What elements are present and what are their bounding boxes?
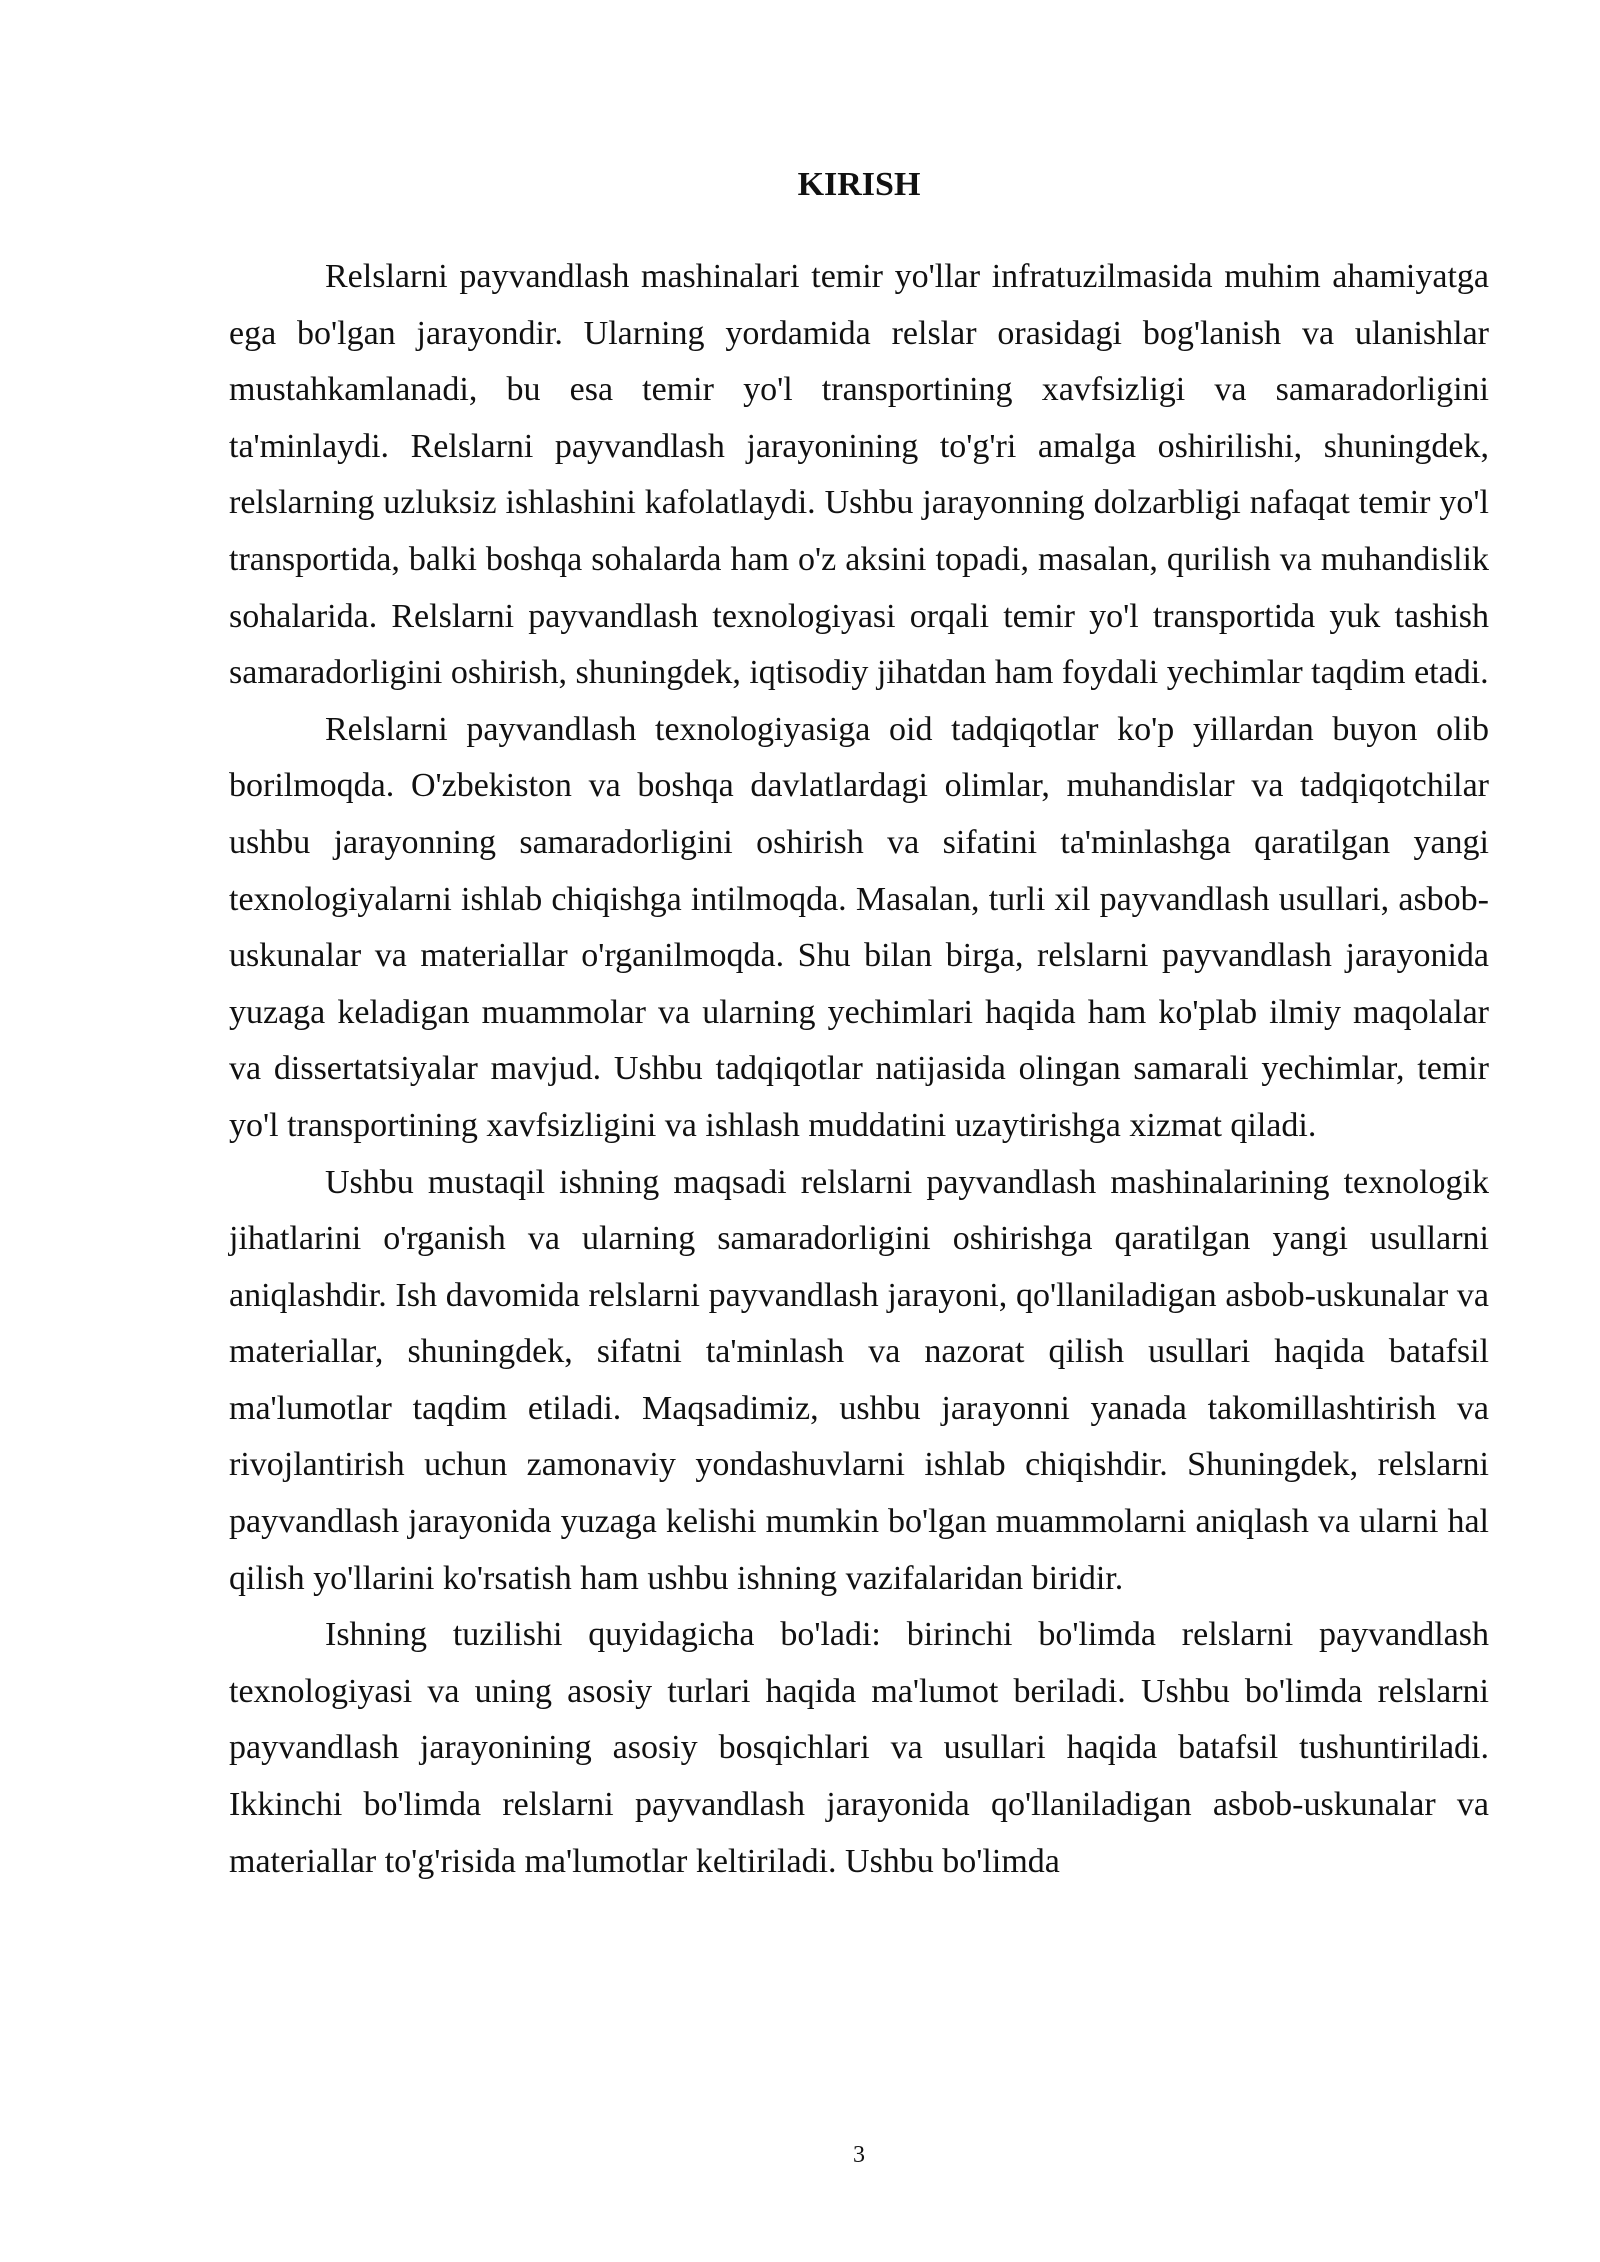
paragraph-4: Ishning tuzilishi quyidagicha bo'ladi: birinchi bo'limda relslarni payvandlash texnologiyasi va uning asosiy turlari haqida ma'lumot beriladi. Ushbu bo'limda relslarni payvandlash jarayonining asosiy bosqichlari va usullari haqida batafsil tushuntiriladi. Ikkinchi bo'limda relslarni payvandlash jarayonida qo'llaniladigan asbob-uskunalar va materiallar to'g'risida ma'lumotlar keltiriladi. Ushbu bo'limda — [229, 1616, 1489, 1880]
paragraph-2: Relslarni payvandlash texnologiyasiga oid tadqiqotlar ko'p yillardan buyon olib borilmoqda. O'zbekiston va boshqa davlatlardagi olimlar, muhandislar va tadqiqotchilar ushbu jarayonning samaradorligini oshirish va sifatini ta'minlashga qaratilgan yangi texnologiyalarni ishlab chiqishga intilmoqda. Masalan, turli xil payvandlash usullari, asbob-uskunalar va materiallar o'rganilmoqda. Shu bilan birga, relslarni payvandlash jarayonida yuzaga keladigan muammolar va ularning yechimlari haqida ham ko'plab ilmiy maqolalar va dissertatsiyalar mavjud. Ushbu tadqiqotlar natijasida olingan samarali yechimlar, temir yo'l transportining xavfsizligini va ishlash muddatini uzaytirishga xizmat qiladi. — [229, 710, 1489, 1144]
page-number: 3 — [853, 2142, 865, 2168]
paragraph-3: Ushbu mustaqil ishning maqsadi relslarni payvandlash mashinalarining texnologik jihatlarini o'rganish va ularning samaradorligini oshirishga qaratilgan yangi usullarni aniqlashdir. Ish davomida relslarni payvandlash jarayoni, qo'llaniladigan asbob-uskunalar va materiallar, shuningdek, sifatni ta'minlash va nazorat qilish usullari haqida batafsil ma'lumotlar taqdim etiladi. Maqsadimiz, ushbu jarayonni yanada takomillashtirish va rivojlantirish uchun zamonaviy yondashuvlarni ishlab chiqishdir. Shuningdek, relslarni payvandlash jarayonida yuzaga kelishi mumkin bo'lgan muammolarni aniqlash va ularni hal qilish yo'llarini ko'rsatish ham ushbu ishning vazifalaridan biridir. — [229, 1163, 1489, 1597]
page-title: KIRISH — [797, 166, 921, 203]
body-text — [229, 249, 1489, 1890]
paragraph-1: Relslarni payvandlash mashinalari temir yo'llar infratuzilmasida muhim ahamiyatga ega bo'lgan jarayondir. Ularning yordamida relslar orasidagi bog'lanish va ulanishlar mustahkamlanadi, bu esa temir yo'l transportining xavfsizligi va samaradorligini ta'minlaydi. Relslarni payvandlash jarayonining to'g'ri amalga oshirilishi, shuningdek, relslarning uzluksiz ishlashini kafolatlaydi. Ushbu jarayonning dolzarbligi nafaqat temir yo'l transportida, balki boshqa sohalarda ham o'z aksini topadi, masalan, qurilish va muhandislik sohalarida. Relslarni payvandlash texnologiyasi orqali temir yo'l transportida yuk tashish samaradorligini oshirish, shuningdek, iqtisodiy jihatdan ham foydali yechimlar taqdim etadi. — [229, 258, 1489, 692]
